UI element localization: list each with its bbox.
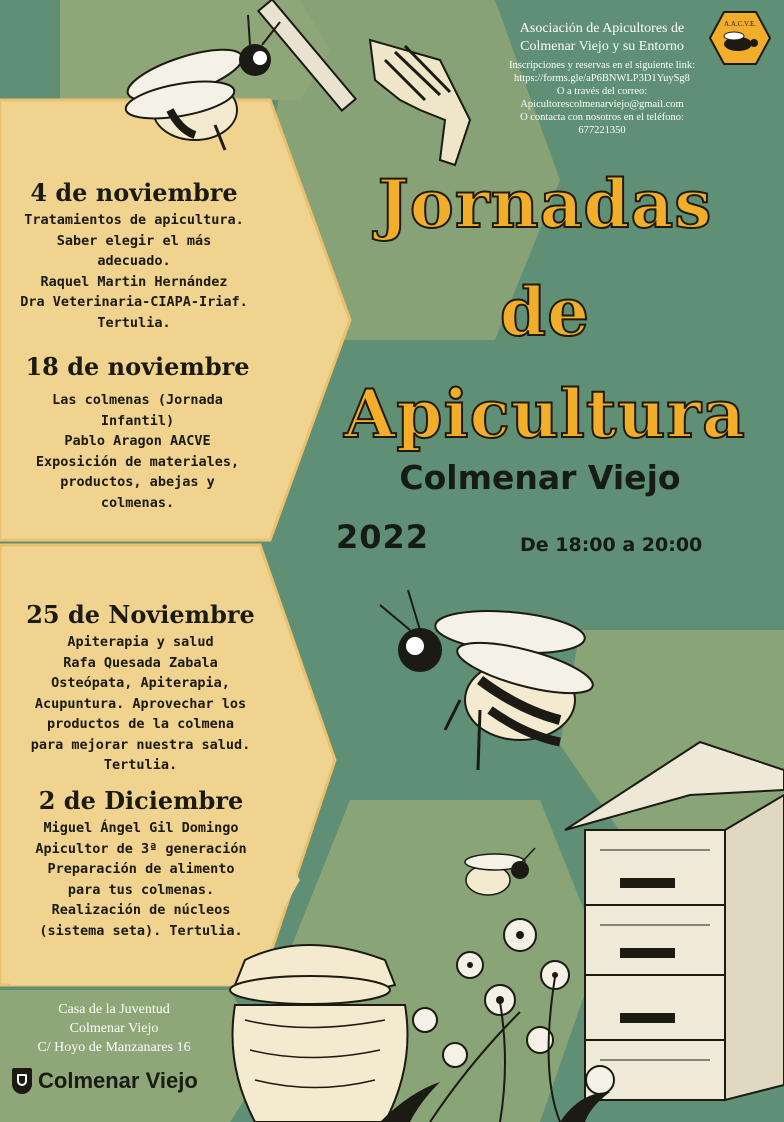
event-date: 18 de noviembre xyxy=(25,352,250,381)
event-line: productos de la colmena xyxy=(47,716,234,732)
event-line: Pablo Aragon AACVE xyxy=(64,433,211,449)
schedule-hours: De 18:00 a 20:00 xyxy=(520,534,703,556)
event-line: Osteópata, Apiterapia, xyxy=(51,675,230,691)
event-line: Rafa Quesada Zabala xyxy=(63,654,218,671)
event-line: Preparación de alimento xyxy=(47,861,235,877)
event-description xyxy=(10,818,272,941)
event-line: Acupuntura. Aprovechar los xyxy=(34,695,247,712)
event-line: Apicultor de 3ª generación xyxy=(35,840,247,857)
event-line: Exposición de materiales, xyxy=(35,453,240,470)
contact-phone: 677221350 xyxy=(578,125,626,136)
title-line1: Jornadas xyxy=(377,165,713,243)
registration-link[interactable]: https://forms.gle/aP6BNWLP3D1YuySg8 xyxy=(514,73,690,84)
event-description xyxy=(8,210,260,333)
event-line: Miguel Ángel Gil Domingo xyxy=(43,820,239,836)
year: 2022 xyxy=(336,518,430,556)
event-line: Tratamientos de apicultura. xyxy=(24,212,244,228)
event-line: (sistema seta). Tertulia. xyxy=(39,922,243,939)
venue-line: C/ Hoyo de Manzanares 16 xyxy=(37,1040,191,1055)
venue-line: Colmenar Viejo xyxy=(69,1021,159,1036)
title-line2: de xyxy=(499,273,591,351)
event-description xyxy=(8,632,273,776)
event-line: Infantil) xyxy=(100,412,175,429)
event-line: colmenas. xyxy=(100,494,175,511)
event-line: adecuado. xyxy=(97,253,171,269)
event-line: productos, abejas y xyxy=(60,474,215,490)
event-date: 2 de Diciembre xyxy=(38,786,244,815)
event-line: Realización de núcleos xyxy=(51,902,231,918)
event-date: 4 de noviembre xyxy=(30,178,238,207)
event-line: Saber elegir el más xyxy=(56,232,212,249)
event-date: 25 de Noviembre xyxy=(26,600,255,629)
event-1 xyxy=(8,178,260,333)
event-3 xyxy=(8,600,273,776)
event-line: Tertulia. xyxy=(97,314,171,331)
venue-line: Casa de la Juventud xyxy=(58,1002,170,1017)
association-name-line1: Asociación de Apicultores de xyxy=(519,21,685,36)
event-description xyxy=(10,390,265,513)
event-line: Apiterapia y salud xyxy=(67,634,214,650)
event-line: para mejorar nuestra salud. xyxy=(30,736,251,753)
event-line: para tus colmenas. xyxy=(67,881,215,898)
event-line: Tertulia. xyxy=(103,757,178,773)
logo-text: A.A.C.V.E. xyxy=(724,20,756,28)
association-logo xyxy=(708,10,772,66)
town-logo xyxy=(12,1068,198,1094)
event-line: Las colmenas (Jornada xyxy=(52,392,223,408)
info-line: O a través del correo: xyxy=(556,86,648,97)
title-line3: Apicultura xyxy=(344,375,746,453)
town-logo-text: Colmenar Viejo xyxy=(38,1068,198,1093)
crest-icon xyxy=(12,1068,32,1094)
info-line: Inscripciones y reservas en el siguiente link: xyxy=(508,60,696,71)
association-info xyxy=(496,20,708,137)
info-line: O contacta con nosotros en el teléfono: xyxy=(520,112,684,123)
subtitle: Colmenar Viejo xyxy=(399,458,681,497)
contact-email[interactable]: Apicultorescolmenarviejo@gmail.com xyxy=(520,99,684,110)
event-line: Dra Veterinaria-CIAPA-Iriaf. xyxy=(20,294,248,310)
venue-address xyxy=(14,1000,214,1057)
event-2 xyxy=(10,352,265,513)
registration-info xyxy=(496,59,708,137)
event-4 xyxy=(10,786,272,941)
association-name-line2: Colmenar Viejo y su Entorno xyxy=(520,39,684,54)
honey-jar-icon xyxy=(230,945,408,1122)
event-line: Raquel Martin Hernández xyxy=(40,273,228,290)
